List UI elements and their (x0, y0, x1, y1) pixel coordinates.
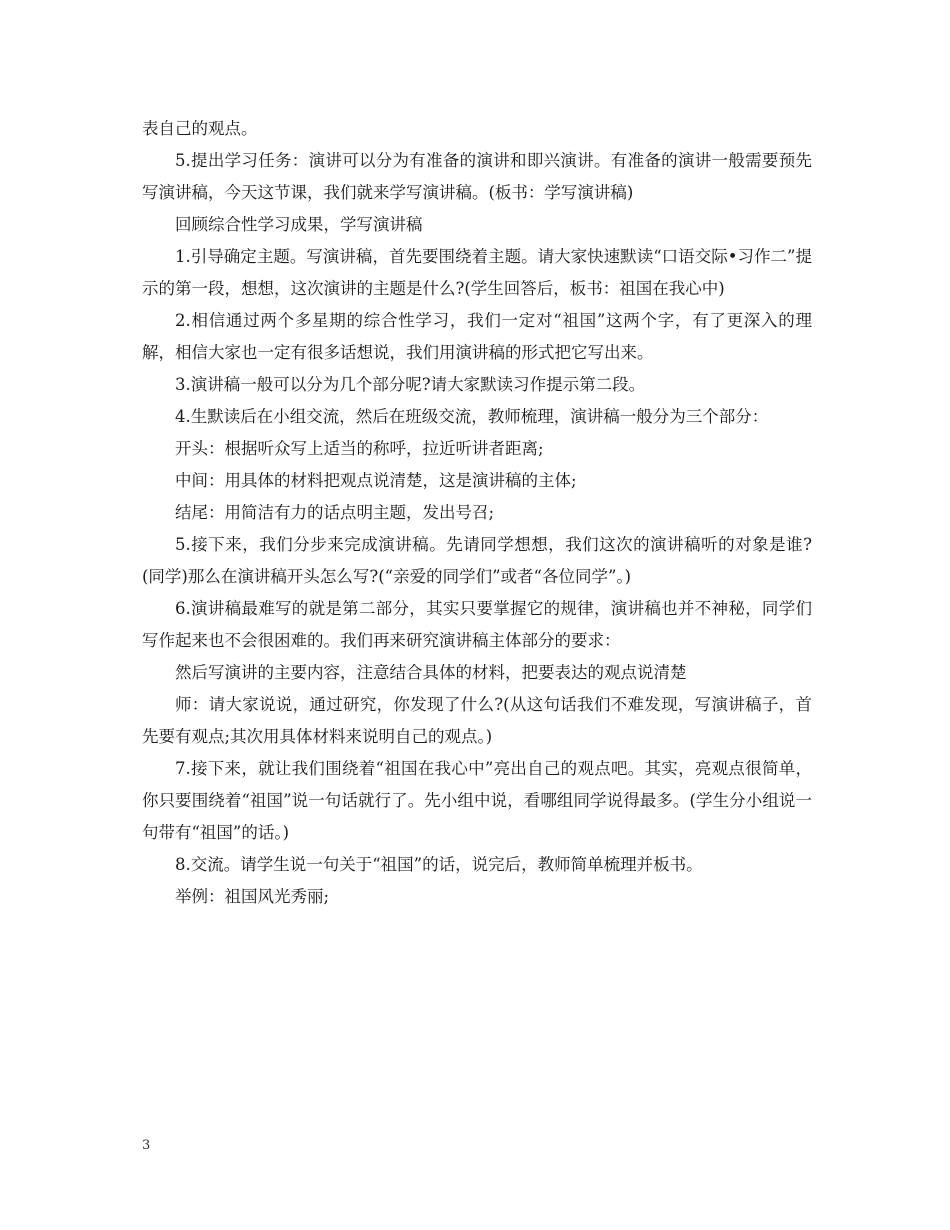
paragraph-12: 6.演讲稿最难写的就是第二部分，其实只要掌握它的规律，演讲稿也并不神秘，同学们写作起来也不会很困难的。我们再来研究演讲稿主体部分的要求： (142, 599, 812, 650)
paragraph-11: 5.接下来，我们分步来完成演讲稿。先请同学想想，我们这次的演讲稿听的对象是谁?(同学)那么在演讲稿开头怎么写?(“亲爱的同学们”或者“各位同学”。) (142, 535, 812, 586)
paragraph-13: 然后写演讲的主要内容，注意结合具体的材料，把要表达的观点说清楚 (175, 663, 687, 682)
paragraph-3: 回顾综合性学习成果，学写演讲稿 (175, 215, 423, 234)
paragraph-5: 2.相信通过两个多星期的综合性学习，我们一定对“祖国”这两个字，有了更深入的理解，相信大家也一定有很多话想说，我们用演讲稿的形式把它写出来。 (142, 311, 812, 362)
paragraph-15: 7.接下来，就让我们围绕着“祖国在我心中”亮出自己的观点吧。其实，亮观点很简单，你只要围绕着“祖国”说一句话就行了。先小组中说，看哪组同学说得最多。(学生分小组说一句带有“祖国”的话。) (142, 759, 812, 842)
paragraph-14: 师：请大家说说，通过研究，你发现了什么?(从这句话我们不难发现，写演讲稿子，首先要有观点;其次用具体材料来说明自己的观点。) (142, 695, 812, 746)
paragraph-8: 开头：根据听众写上适当的称呼，拉近听讲者距离; (175, 439, 544, 458)
paragraph-16: 8.交流。请学生说一句关于“祖国”的话，说完后，教师简单梳理并板书。 (175, 855, 703, 874)
paragraph-2: 5.提出学习任务：演讲可以分为有准备的演讲和即兴演讲。有准备的演讲一般需要预先写演讲稿，今天这节课，我们就来学写演讲稿。(板书：学写演讲稿) (142, 151, 812, 202)
paragraph-9: 中间：用具体的材料把观点说清楚，这是演讲稿的主体; (175, 471, 577, 490)
paragraph-6: 3.演讲稿一般可以分为几个部分呢?请大家默读习作提示第二段。 (175, 375, 646, 394)
page-number: 3 (142, 1138, 151, 1153)
paragraph-1: 表自己的观点。 (142, 119, 258, 138)
paragraph-17: 举例：祖国风光秀丽; (175, 887, 330, 906)
paragraph-7: 4.生默读后在小组交流，然后在班级交流，教师梳理，演讲稿一般分为三个部分： (175, 407, 769, 426)
body-text (142, 113, 812, 913)
paragraph-10: 结尾：用简洁有力的话点明主题，发出号召; (175, 503, 495, 522)
paragraph-4: 1.引导确定主题。写演讲稿，首先要围绕着主题。请大家快速默读“口语交际•习作二”提示的第一段，想想，这次演讲的主题是什么?(学生回答后，板书：祖国在我心中) (142, 247, 812, 298)
